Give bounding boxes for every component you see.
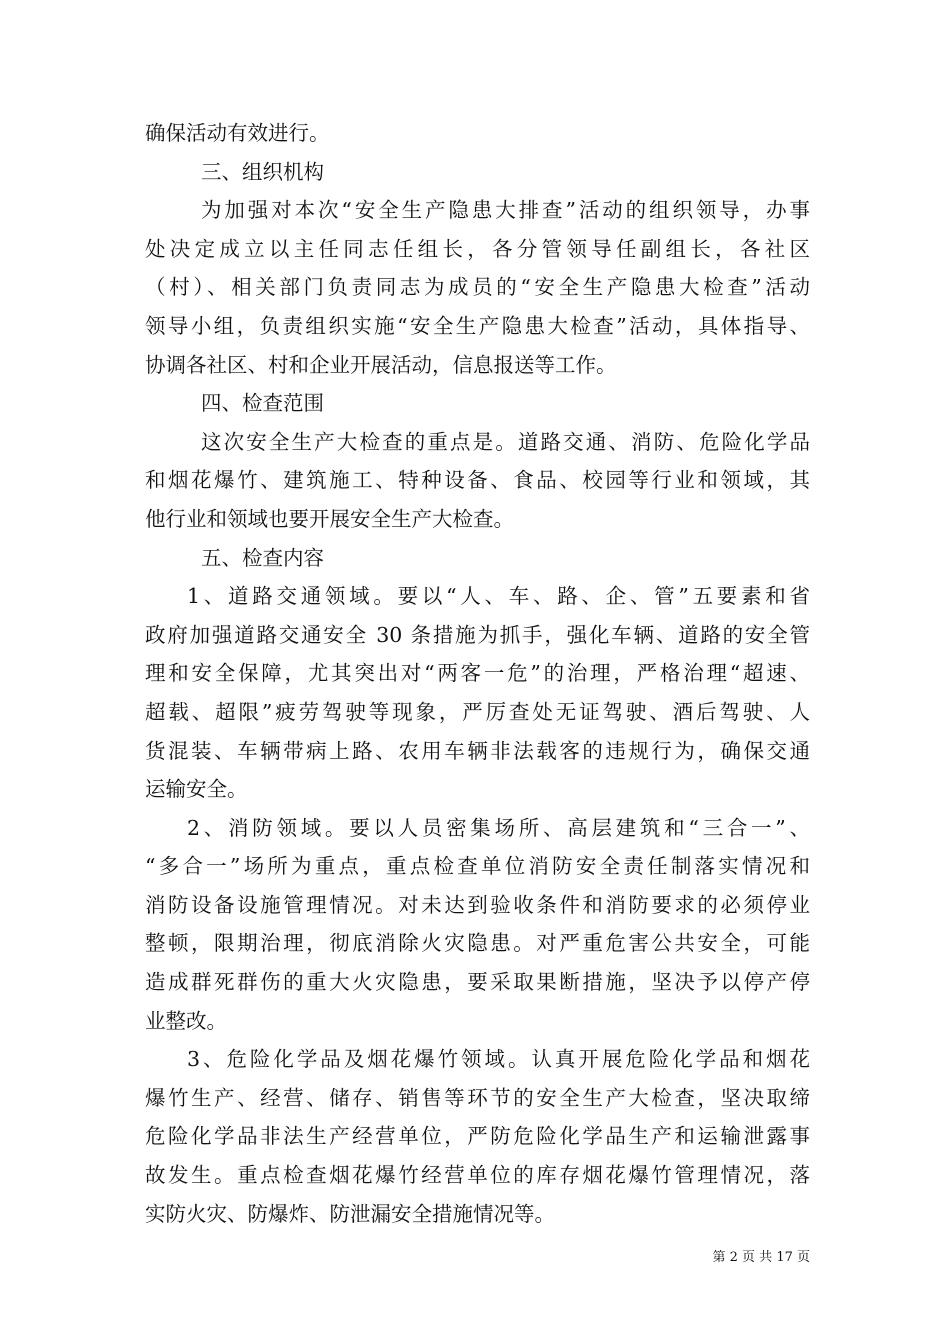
paragraph-line: 实防火灾、防爆炸、防泄漏安全措施情况等。 [145,1201,555,1226]
paragraph-line: “多合一”场所为重点，重点检查单位消防安全责任制落实情况和 [145,854,810,879]
paragraph-line: 协调各社区、村和企业开展活动，信息报送等工作。 [145,352,617,377]
paragraph-line: 超载、超限”疲劳驾驶等现象，严厉查处无证驾驶、酒后驾驶、人 [145,699,810,724]
paragraph-line: 故发生。重点检查烟花爆竹经营单位的库存烟花爆竹管理情况，落 [145,1163,810,1188]
section-heading: 三、组织机构 [201,159,324,184]
paragraph-line: 2、消防领域。要以人员密集场所、高层建筑和“三合一”、 [187,815,810,840]
paragraph-line: 运输安全。 [145,777,248,802]
document-body [145,114,810,1233]
paragraph-line: 处决定成立以主任同志任组长，各分管领导任副组长，各社区 [145,236,810,261]
paragraph-line: 理和安全保障，尤其突出对“两客一危”的治理，严格治理“超速、 [145,661,810,686]
paragraph-line: 他行业和领域也要开展安全生产大检查。 [145,506,514,531]
paragraph-line: 3、危险化学品及烟花爆竹领域。认真开展危险化学品和烟花 [187,1047,810,1072]
paragraph-line: 爆竹生产、经营、储存、销售等环节的安全生产大检查，坚决取缔 [145,1085,810,1110]
page-footer: 第 2 页 共 17 页 [712,1250,810,1265]
paragraph-line: 业整改。 [145,1008,227,1033]
section-heading: 五、检查内容 [201,545,324,570]
paragraph-line: 整顿，限期治理，彻底消除火灾隐患。对严重危害公共安全，可能 [145,931,810,956]
paragraph-line: 领导小组，负责组织实施“安全生产隐患大检查”活动，具体指导、 [145,313,810,338]
paragraph-line: 危险化学品非法生产经营单位，严防危险化学品生产和运输泄露事 [145,1124,810,1149]
paragraph-line: 为加强对本次“安全生产隐患大排查”活动的组织领导，办事 [201,198,810,223]
paragraph-line: 和烟花爆竹、建筑施工、特种设备、食品、校园等行业和领域，其 [145,468,810,493]
paragraph-line: （村）、相关部门负责同志为成员的“安全生产隐患大检查”活动 [145,275,810,300]
paragraph-line: 确保活动有效进行。 [145,121,330,145]
paragraph-line: 1、道路交通领域。要以“人、车、路、企、管”五要素和省 [187,584,810,609]
section-heading: 四、检查范围 [201,391,324,416]
paragraph-line: 消防设备设施管理情况。对未达到验收条件和消防要求的必须停业 [145,892,810,917]
paragraph-line: 政府加强道路交通安全 30 条措施为抓手，强化车辆、道路的安全管 [145,622,810,647]
paragraph-line: 这次安全生产大检查的重点是。道路交通、消防、危险化学品 [201,429,810,454]
paragraph-line: 造成群死群伤的重大火灾隐患，要采取果断措施，坚决予以停产停 [145,970,810,995]
paragraph-line: 货混装、车辆带病上路、农用车辆非法载客的违规行为，确保交通 [145,738,810,763]
